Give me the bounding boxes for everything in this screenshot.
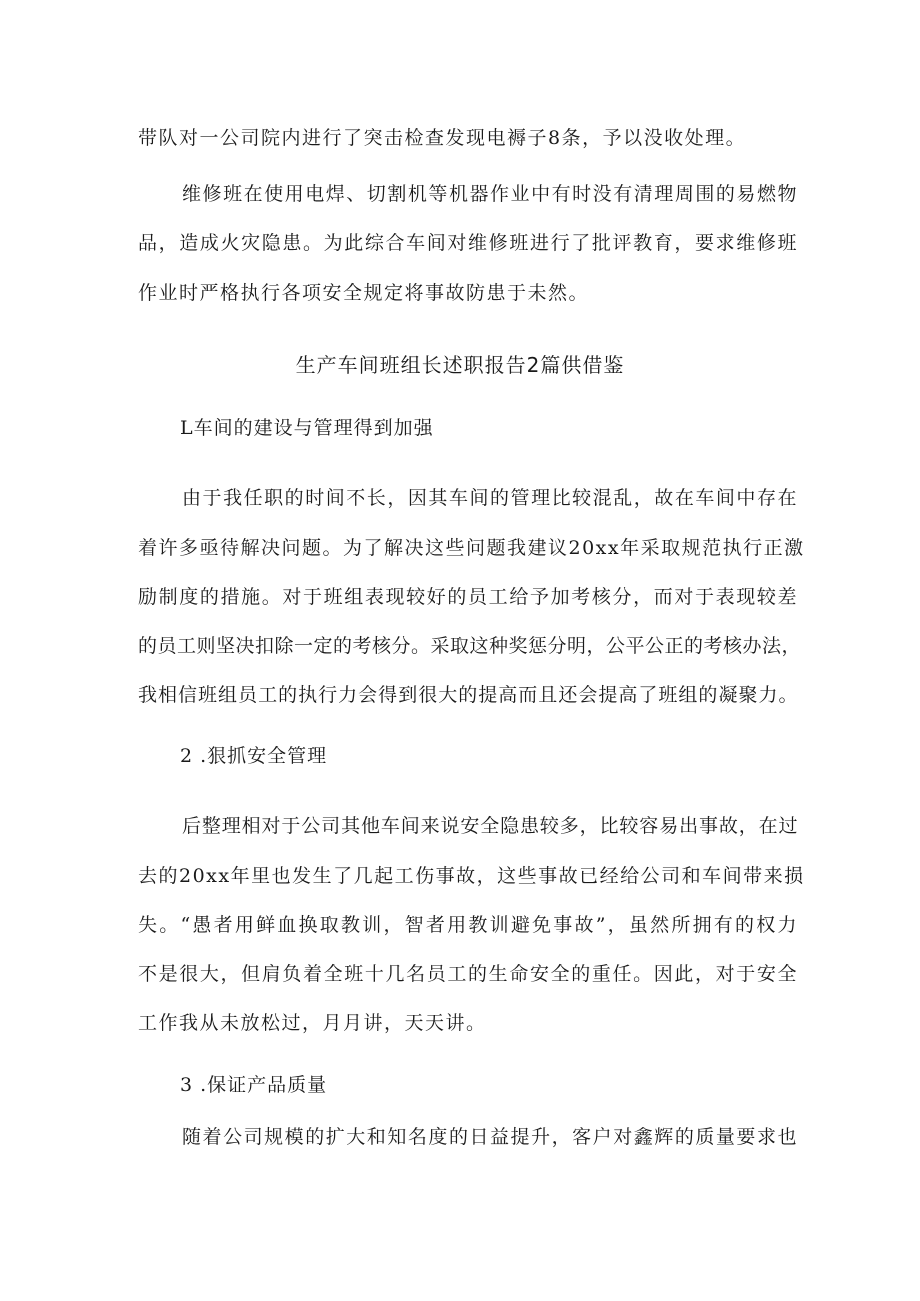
paragraph-line: 去的20xx年里也发生了几起工伤事故，这些事故已经给公司和车间带来损 [138,865,805,887]
paragraph-line: 着许多亟待解决问题。为了解决这些问题我建议20xx年采取规范执行正激 [138,537,805,559]
paragraph-line: 带队对一公司院内进行了突击检查发现电褥子8条，予以没收处理。 [138,127,747,149]
paragraph-line: 维修班在使用电焊、切割机等机器作业中有时没有清理周围的易燃物 [182,183,798,205]
paragraph-line: 我相信班组员工的执行力会得到很大的提高而且还会提高了班组的凝聚力。 [138,684,798,706]
paragraph-line: 品，造成火灾隐患。为此综合车间对维修班进行了批评教育，要求维修班 [138,232,798,254]
section-heading: 2 .狠抓安全管理 [180,745,328,767]
paragraph-line: 失。“愚者用鲜血换取教训，智者用教训避免事故”，虽然所拥有的权力 [138,914,798,936]
section-heading: 3 .保证产品质量 [180,1074,328,1096]
paragraph-line: 的员工则坚决扣除一定的考核分。采取这种奖惩分明，公平公正的考核办法， [138,635,802,657]
paragraph-line: 由于我任职的时间不长，因其车间的管理比较混乱，故在车间中存在 [182,487,798,509]
paragraph-line: 随着公司规模的扩大和知名度的日益提升，客户对鑫辉的质量要求也 [182,1126,798,1148]
paragraph-line: 工作我从未放松过，月月讲，天天讲。 [138,1012,487,1034]
paragraph-line: 后整理相对于公司其他车间来说安全隐患较多，比较容易出事故，在过 [182,815,798,837]
paragraph-line: 励制度的措施。对于班组表现较好的员工给予加考核分，而对于表现较差 [138,586,798,608]
document-title: 生产车间班组长述职报告2篇供借鉴 [295,353,625,377]
paragraph-line: 作业时严格执行各项安全规定将事故防患于未然。 [138,282,590,304]
section-heading: L车间的建设与管理得到加强 [180,417,434,439]
paragraph-line: 不是很大，但肩负着全班十几名员工的生命安全的重任。因此，对于安全 [138,963,798,985]
